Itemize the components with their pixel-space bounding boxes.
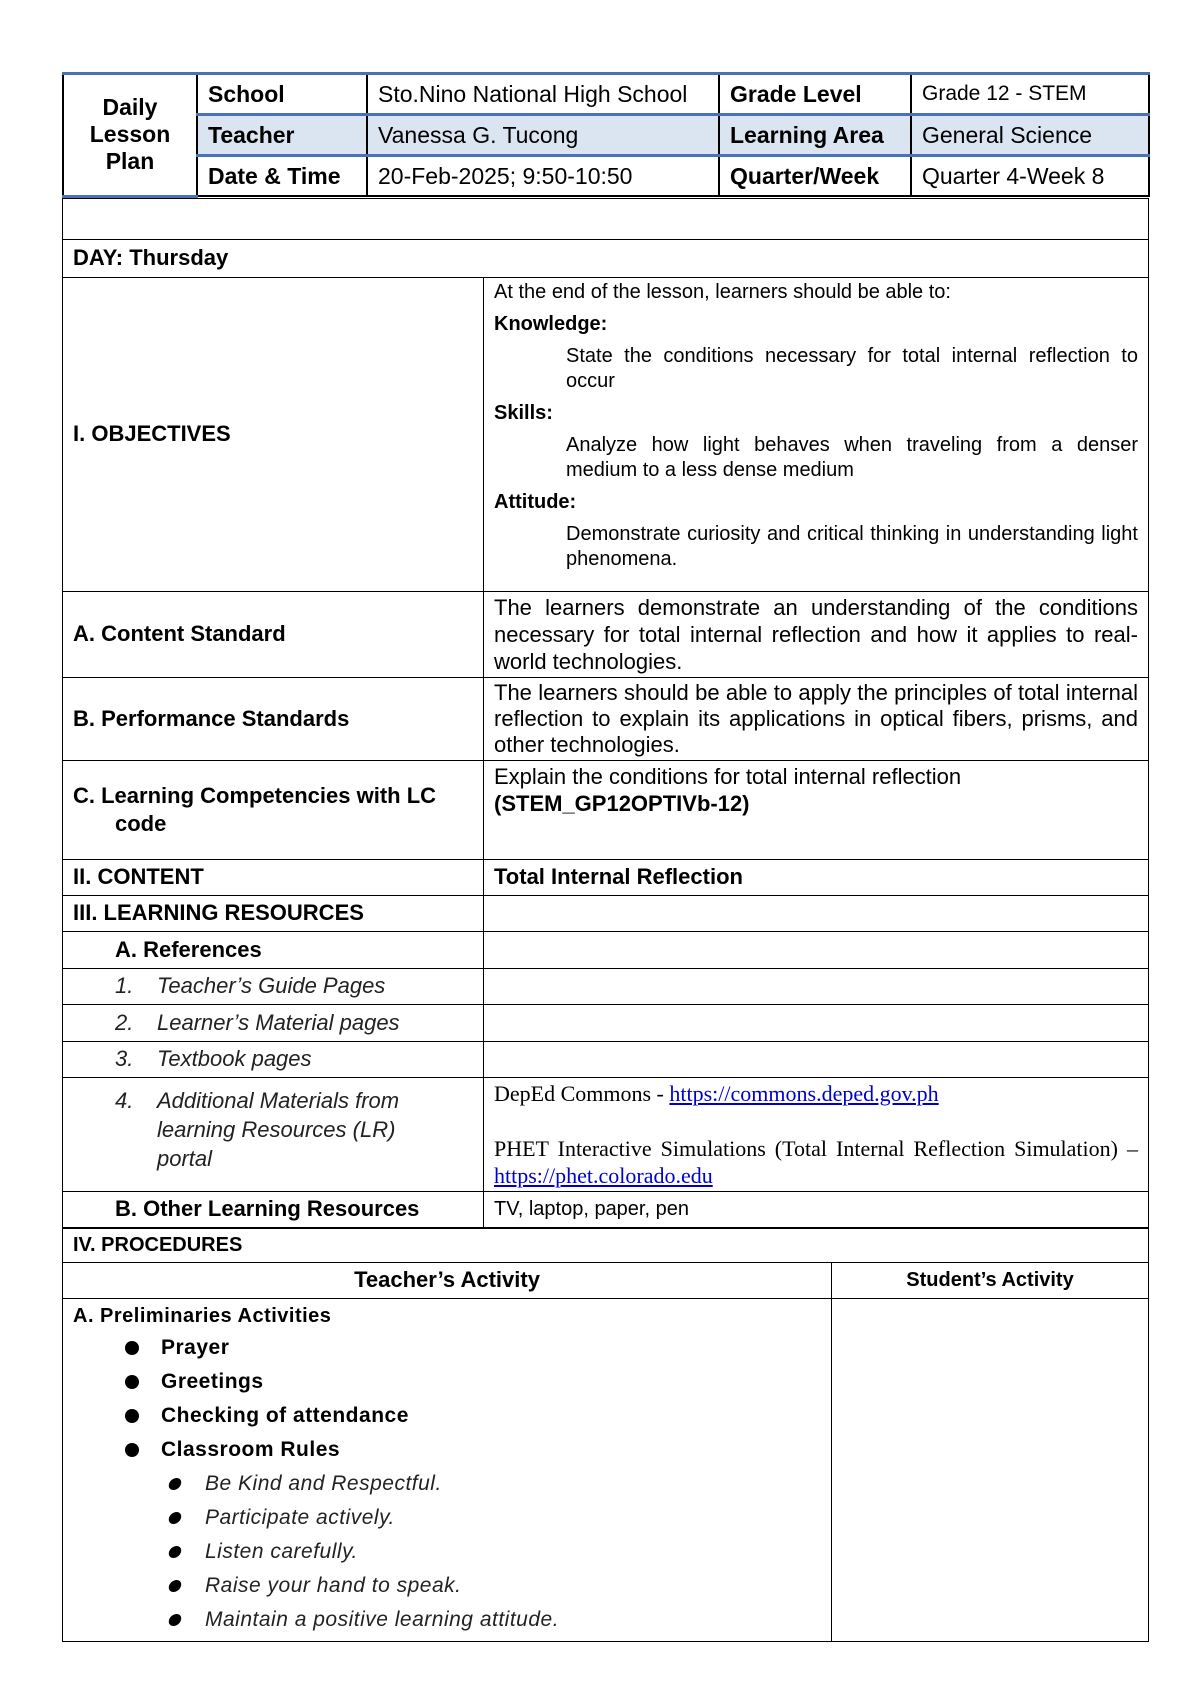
lesson-plan-page: [62, 72, 1148, 1642]
school-label: School: [197, 74, 367, 115]
reference-item-2: [63, 1004, 484, 1041]
phet-text: PHET Interactive Simulations (Total Internal Reflection Simulation) –: [494, 1135, 1138, 1161]
content-value: Total Internal Reflection: [484, 859, 1149, 895]
attitude-text: Demonstrate curiosity and critical thinking in understanding light phenomena.: [566, 522, 1138, 570]
deped-link[interactable]: https://commons.deped.gov.ph: [669, 1080, 939, 1106]
reference-value-2: [484, 1004, 1149, 1041]
performance-standards-label: B. Performance Standards: [63, 677, 484, 760]
skills-text: Analyze how light behaves when traveling from a denser medium to a less dense medium: [566, 433, 1138, 481]
objectives-intro: At the end of the lesson, learners should be able to:: [494, 280, 951, 303]
date-label: Date & Time: [197, 156, 367, 197]
reference-value-1: [484, 968, 1149, 1004]
objectives-cell: [484, 277, 1149, 591]
competencies-cell: [484, 760, 1149, 859]
main-table: [62, 198, 1149, 1228]
header-table: [62, 72, 1150, 198]
student-activity-cell: [832, 1298, 1149, 1641]
competencies-label-text: C. Learning Competencies with LC code: [73, 782, 437, 836]
quarter-label: Quarter/Week: [719, 156, 911, 197]
list-item: Prayer: [73, 1331, 821, 1365]
reference-label-3: Textbook pages: [157, 1046, 312, 1071]
reference-num-2: 2.: [115, 1009, 134, 1035]
references-empty: [484, 931, 1149, 968]
rule-item: Be Kind and Respectful.: [73, 1467, 821, 1501]
dlp-title: Daily Lesson Plan: [63, 74, 197, 197]
additional-num: 4.: [115, 1087, 134, 1113]
rule-item: Participate actively.: [73, 1501, 821, 1535]
area-value: General Science: [911, 115, 1149, 156]
reference-num-3: 3.: [115, 1046, 134, 1071]
additional-materials-value: [484, 1077, 1149, 1191]
prelim-list: [73, 1331, 821, 1467]
references-label: A. References: [63, 931, 484, 968]
attitude-label: Attitude:: [494, 490, 577, 513]
reference-label-2: Learner’s Material pages: [157, 1009, 400, 1035]
other-resources-value: TV, laptop, paper, pen: [484, 1191, 1149, 1227]
competencies-label: [63, 760, 484, 859]
rules-list: [73, 1467, 821, 1637]
knowledge-label: Knowledge:: [494, 312, 608, 335]
teacher-value: Vanessa G. Tucong: [367, 115, 719, 156]
resources-label: III. LEARNING RESOURCES: [63, 895, 484, 931]
knowledge-text: State the conditions necessary for total internal reflection to occur: [566, 344, 1138, 392]
list-item: Classroom Rules: [73, 1433, 821, 1467]
rule-item: Maintain a positive learning attitude.: [73, 1603, 821, 1637]
procedures-label: IV. PROCEDURES: [63, 1228, 1149, 1262]
reference-item-3: [63, 1041, 484, 1077]
reference-num-1: 1.: [115, 973, 134, 998]
date-value: 20-Feb-2025; 9:50-10:50: [367, 156, 719, 197]
prelim-label: A. Preliminaries Activities: [73, 1304, 332, 1327]
content-standard-label: A. Content Standard: [63, 591, 484, 677]
list-item: Checking of attendance: [73, 1399, 821, 1433]
phet-link[interactable]: https://phet.colorado.edu: [494, 1162, 713, 1188]
content-standard-text: The learners demonstrate an understanding of the conditions necessary for total internal reflection and how it applies to real-world technologies.: [484, 591, 1149, 677]
grade-label: Grade Level: [719, 74, 911, 115]
teacher-label: Teacher: [197, 115, 367, 156]
student-activity-header: Student’s Activity: [832, 1262, 1149, 1298]
blank-row: [63, 198, 1149, 239]
teacher-activity-header: Teacher’s Activity: [63, 1262, 832, 1298]
list-item: Greetings: [73, 1365, 821, 1399]
resources-empty: [484, 895, 1149, 931]
competencies-text: Explain the conditions for total internal reflection: [494, 763, 962, 789]
rule-item: Listen carefully.: [73, 1535, 821, 1569]
reference-item-1: [63, 968, 484, 1004]
school-value: Sto.Nino National High School: [367, 74, 719, 115]
content-label: II. CONTENT: [63, 859, 484, 895]
competencies-code: (STEM_GP12OPTIVb-12): [494, 790, 750, 816]
rule-item: Raise your hand to speak.: [73, 1569, 821, 1603]
objectives-label: I. OBJECTIVES: [63, 277, 484, 591]
additional-label: Additional Materials from learning Resources (LR) portal: [157, 1087, 400, 1171]
teacher-activity-cell: [63, 1298, 832, 1641]
performance-standards-text: The learners should be able to apply the principles of total internal reflection to explain its applications in optical fibers, prisms, and other technologies.: [484, 677, 1149, 760]
reference-value-3: [484, 1041, 1149, 1077]
quarter-value: Quarter 4-Week 8: [911, 156, 1149, 197]
deped-text: DepEd Commons -: [494, 1080, 670, 1106]
grade-value: Grade 12 - STEM: [911, 74, 1149, 115]
additional-materials: [63, 1077, 484, 1191]
other-resources-label: B. Other Learning Resources: [63, 1191, 484, 1227]
procedures-table: [62, 1228, 1149, 1642]
reference-label-1: Teacher’s Guide Pages: [157, 973, 386, 998]
skills-label: Skills:: [494, 401, 553, 424]
day-row: DAY: Thursday: [63, 239, 1149, 277]
area-label: Learning Area: [719, 115, 911, 156]
